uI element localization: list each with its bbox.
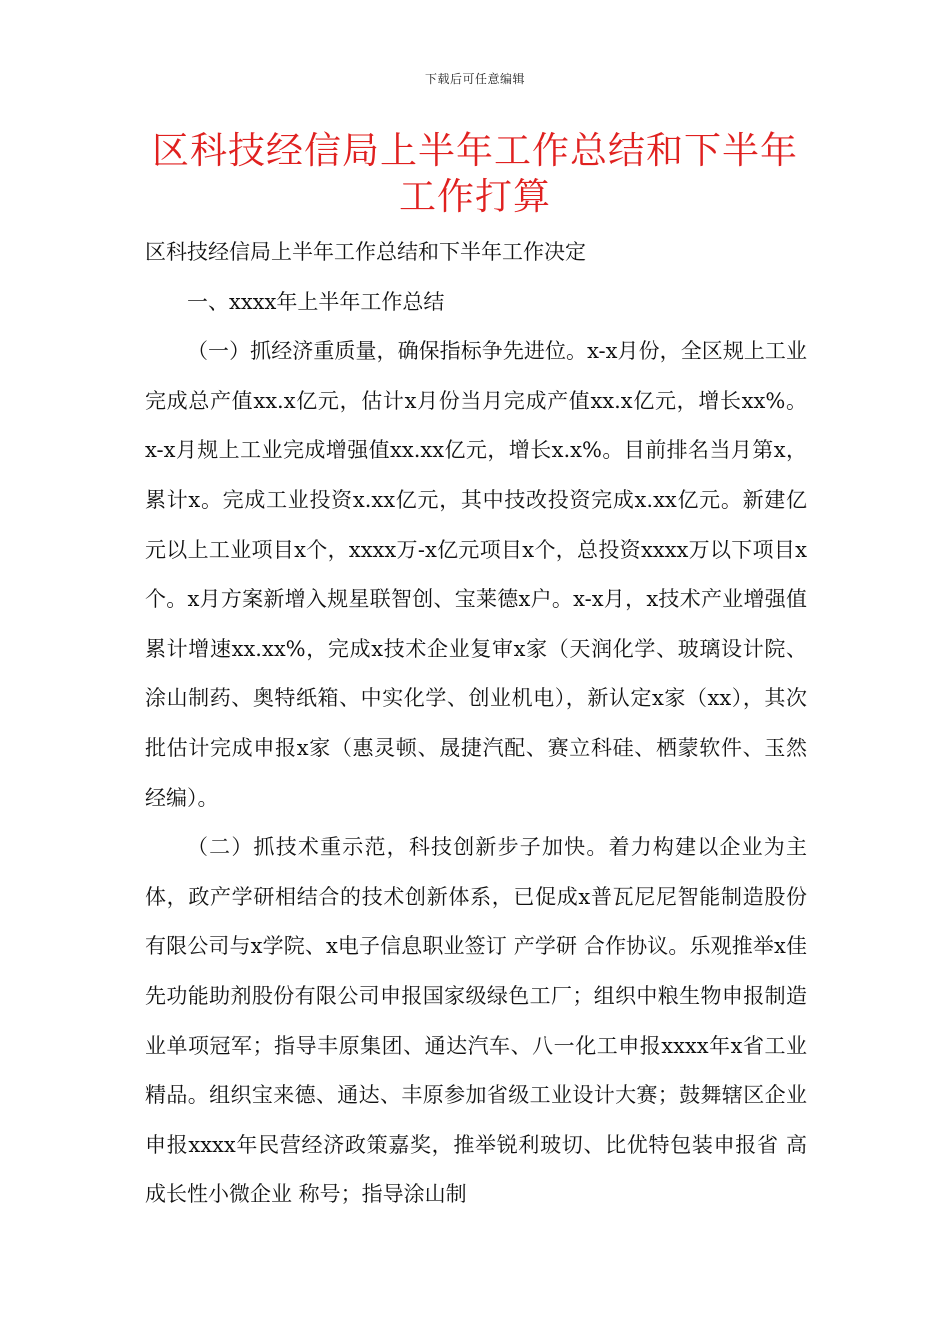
document-subtitle: 区科技经信局上半年工作总结和下半年工作决定 bbox=[145, 240, 586, 264]
section-heading: 一、xxxx年上半年工作总结 bbox=[187, 289, 445, 314]
document-title: 区科技经信局上半年工作总结和下半年工作打算 bbox=[152, 129, 798, 218]
paragraph-1: （一）抓经济重质量，确保指标争先进位。x-x月份，全区规上工业完成总产值xx.x亿元，估计x月份当月完成产值xx.x亿元，增长xx%。x-x月规上工业完成增强值xx.xx亿元，增长x.x%。目前排名当月第x，累计x。完成工业投资x.xx亿元，其中技改投资完成x.xx亿元。新建亿元以上工业项目x个，xxxx万-x亿元项目x个，总投资xxxx万以下项目x个。x月方案新增入规星联智创、宝莱德x户。x-x月，x技术产业增强值累计增速xx.xx%，完成x技术企业复审x家（天润化学、玻璃设计院、涂山制药、奥特纸箱、中实化学、创业机电），新认定x家（xx），其次批估计完成申报x家（惠灵顿、晟捷汽配、赛立科硅、栖蒙软件、玉然经编）。 bbox=[145, 339, 807, 810]
header-note: 下载后可任意编辑 bbox=[424, 72, 525, 86]
paragraph-2: （二）抓技术重示范，科技创新步子加快。着力构建以企业为主体，政产学研相结合的技术创新体系，已促成x普瓦尼尼智能制造股份有限公司与x学院、x电子信息职业签订 产学研 合作协议。乐观推举x佳先功能助剂股份有限公司申报国家级绿色工厂；组织中粮生物申报制造业单项冠军；指导丰原集团、通达汽车、八一化工申报xxxx年x省工业精品。组织宝来德、通达、丰原参加省级工业设计大赛；鼓舞辖区企业申报xxxx年民营经济政策嘉奖，推举锐利玻切、比优特包装申报省 高成长性小微企业 称号；指导涂山制 bbox=[145, 835, 807, 1207]
document-body bbox=[145, 228, 807, 1220]
